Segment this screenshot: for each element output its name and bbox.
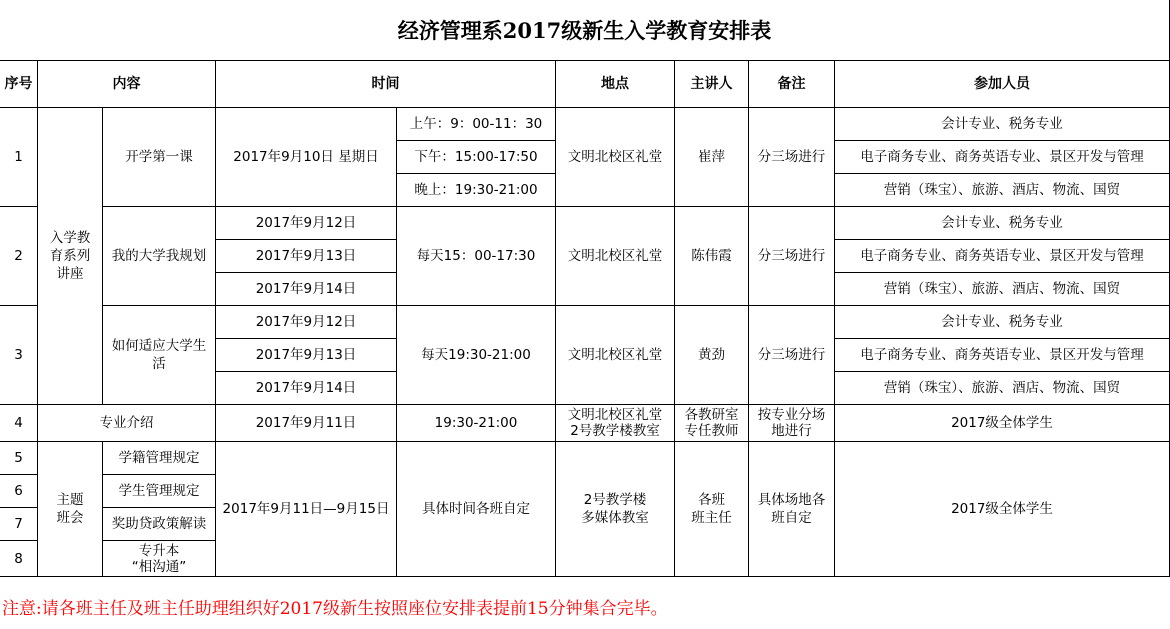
- row2-speaker: 陈伟霞: [675, 207, 749, 306]
- row3-speaker: 黄劲: [675, 306, 749, 405]
- row1-remark: 分三场进行: [749, 108, 835, 207]
- row3-topic: 如何适应大学生 活: [103, 306, 216, 405]
- row3-date-3: 2017年9月14日: [216, 372, 397, 405]
- row3-participants-1: 会计专业、税务专业: [835, 306, 1170, 339]
- row3-participants-3: 营销（珠宝）、旅游、酒店、物流、国贸: [835, 372, 1170, 405]
- row2-date-3: 2017年9月14日: [216, 273, 397, 306]
- rows5to8-participants: 2017级全体学生: [835, 442, 1170, 577]
- row1-participants-1: 会计专业、税务专业: [835, 108, 1170, 141]
- row2-participants-3: 营销（珠宝）、旅游、酒店、物流、国贸: [835, 273, 1170, 306]
- row3-date-2: 2017年9月13日: [216, 339, 397, 372]
- row5-topic: 学籍管理规定: [103, 442, 216, 475]
- row2-remark: 分三场进行: [749, 207, 835, 306]
- header-participants: 参加人员: [835, 60, 1170, 108]
- row1-participants-2: 电子商务专业、商务英语专业、景区开发与管理: [835, 141, 1170, 174]
- header-content: 内容: [38, 60, 216, 108]
- row1-time-morning: 上午：9：00-11：30: [397, 108, 556, 141]
- row4-date: 2017年9月11日: [216, 405, 397, 442]
- row3-participants-2: 电子商务专业、商务英语专业、景区开发与管理: [835, 339, 1170, 372]
- row2-participants-2: 电子商务专业、商务英语专业、景区开发与管理: [835, 240, 1170, 273]
- row4-remark: 按专业分场 地进行: [749, 405, 835, 442]
- row4-time: 19:30-21:00: [397, 405, 556, 442]
- row6-topic: 学生管理规定: [103, 475, 216, 508]
- row4-location: 文明北校区礼堂 2号教学楼教室: [556, 405, 675, 442]
- header-no: 序号: [0, 60, 38, 108]
- row7-no: 7: [0, 508, 38, 541]
- footer-note: 注意:请各班主任及班主任助理组织好2017级新生按照座位安排表提前15分钟集合完毕。: [2, 598, 668, 619]
- group-series-label: 入学教 育系列 讲座: [38, 108, 103, 405]
- row1-participants-3: 营销（珠宝）、旅游、酒店、物流、国贸: [835, 174, 1170, 207]
- row1-location: 文明北校区礼堂: [556, 108, 675, 207]
- row3-no: 3: [0, 306, 38, 405]
- row4-speaker: 各教研室 专任教师: [675, 405, 749, 442]
- row4-topic: 专业介绍: [38, 405, 216, 442]
- row1-date: 2017年9月10日 星期日: [216, 108, 397, 207]
- row1-time-afternoon: 下午：15:00-17:50: [397, 141, 556, 174]
- row6-no: 6: [0, 475, 38, 508]
- rows5to8-speaker: 各班 班主任: [675, 442, 749, 577]
- row8-topic: 专升本 “相沟通”: [103, 541, 216, 577]
- row1-time-evening: 晚上：19:30-21:00: [397, 174, 556, 207]
- row2-topic: 我的大学我规划: [103, 207, 216, 306]
- row5-no: 5: [0, 442, 38, 475]
- row2-date-1: 2017年9月12日: [216, 207, 397, 240]
- row3-date-1: 2017年9月12日: [216, 306, 397, 339]
- row1-no: 1: [0, 108, 38, 207]
- header-location: 地点: [556, 60, 675, 108]
- row1-speaker: 崔萍: [675, 108, 749, 207]
- row3-time: 每天19:30-21:00: [397, 306, 556, 405]
- header-speaker: 主讲人: [675, 60, 749, 108]
- rows5to8-date: 2017年9月11日—9月15日: [216, 442, 397, 577]
- row8-no: 8: [0, 541, 38, 577]
- row2-time: 每天15：00-17:30: [397, 207, 556, 306]
- group-class-meeting-label: 主题 班会: [38, 442, 103, 577]
- row2-location: 文明北校区礼堂: [556, 207, 675, 306]
- row2-date-2: 2017年9月13日: [216, 240, 397, 273]
- header-remark: 备注: [749, 60, 835, 108]
- row4-no: 4: [0, 405, 38, 442]
- rows5to8-location: 2号教学楼 多媒体教室: [556, 442, 675, 577]
- page-title: 经济管理系2017级新生入学教育安排表: [0, 0, 1170, 60]
- row2-participants-1: 会计专业、税务专业: [835, 207, 1170, 240]
- row1-topic: 开学第一课: [103, 108, 216, 207]
- row2-no: 2: [0, 207, 38, 306]
- row3-location: 文明北校区礼堂: [556, 306, 675, 405]
- row3-remark: 分三场进行: [749, 306, 835, 405]
- row7-topic: 奖助贷政策解读: [103, 508, 216, 541]
- header-time: 时间: [216, 60, 556, 108]
- row4-participants: 2017级全体学生: [835, 405, 1170, 442]
- rows5to8-time: 具体时间各班自定: [397, 442, 556, 577]
- rows5to8-remark: 具体场地各 班自定: [749, 442, 835, 577]
